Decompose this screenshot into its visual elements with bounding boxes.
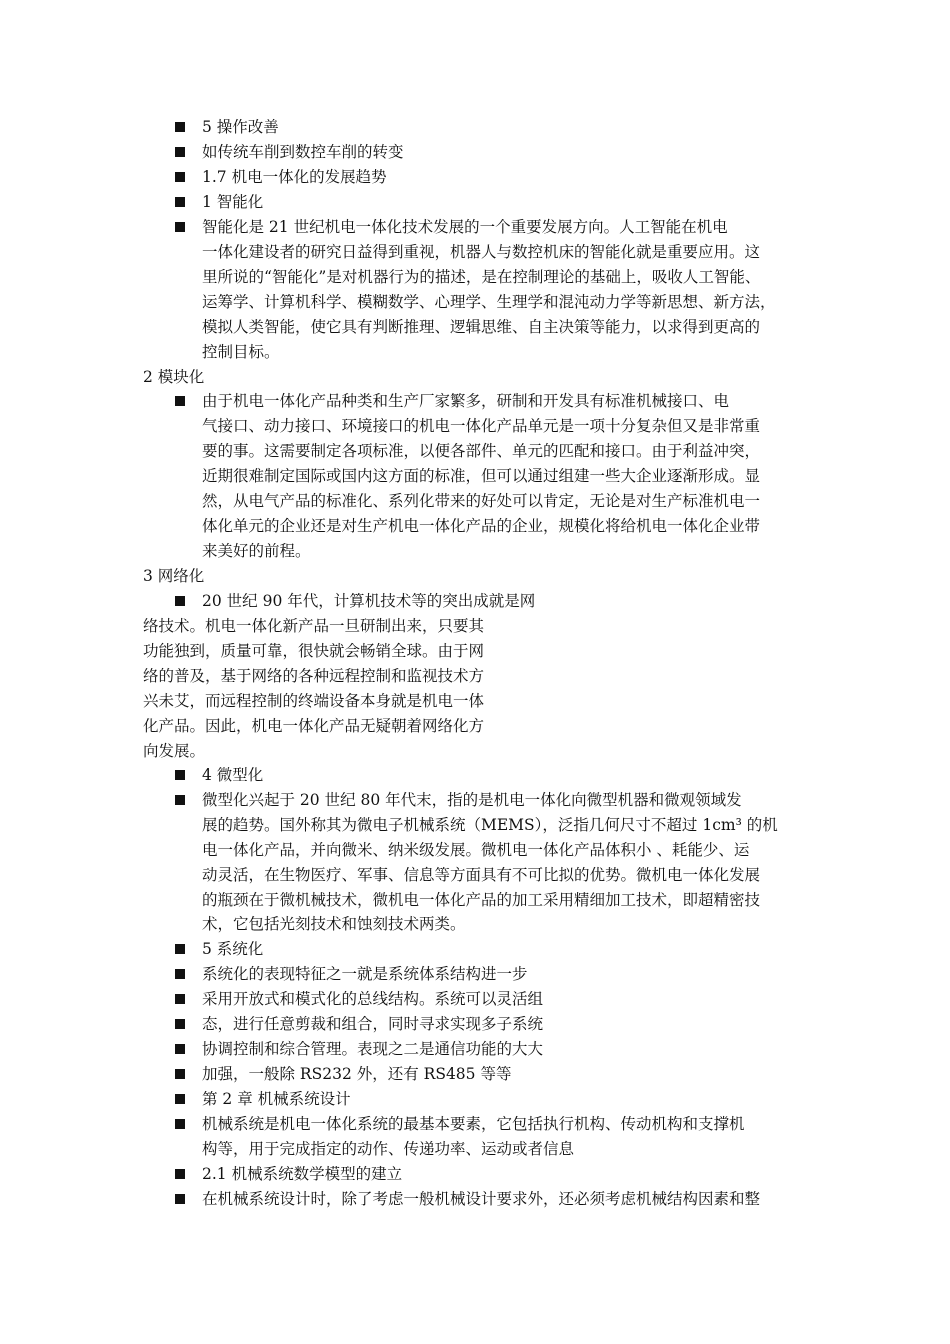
bullet-icon (175, 222, 185, 232)
text-line: 兴未艾，而远程控制的终端设备本身就是机电一体 (143, 692, 485, 710)
text-line: 态，进行任意剪裁和组合，同时寻求实现多子系统 (202, 1015, 544, 1033)
text-line: 一体化建设者的研究日益得到重视，机器人与数控机床的智能化就是重要应用。这 (202, 243, 761, 261)
text-line: 采用开放式和模式化的总线结构。系统可以灵活组 (202, 990, 544, 1008)
text-line: 展的趋势。国外称其为微电子机械系统（MEMS），泛指几何尺寸不超过 1cm³ 的机 (202, 816, 778, 834)
text-line: 控制目标。 (202, 343, 280, 361)
text-line: 向发展。 (143, 742, 206, 760)
text-line: 微型化兴起于 20 世纪 80 年代末，指的是机电一体化向微型机器和微观领域发 (202, 791, 742, 809)
bullet-icon (175, 1069, 185, 1079)
bullet-icon (175, 795, 185, 805)
text-line: 5 操作改善 (202, 118, 279, 136)
section-heading: 3 网络化 (143, 567, 205, 585)
bullet-icon (175, 944, 185, 954)
text-line: 电一体化产品，并向微米、纳米级发展。微机电一体化产品体积小 、耗能少、运 (202, 841, 750, 859)
bullet-icon (175, 1194, 185, 1204)
text-line: 模拟人类智能，使它具有判断推理、逻辑思维、自主决策等能力，以求得到更高的 (202, 318, 761, 336)
bullet-icon (175, 596, 185, 606)
text-line: 体化单元的企业还是对生产机电一体化产品的企业，规模化将给机电一体化企业带 (202, 517, 761, 535)
bullet-icon (175, 969, 185, 979)
section-heading: 2 模块化 (143, 368, 205, 386)
bullet-icon (175, 396, 185, 406)
text-line: 功能独到，质量可靠，很快就会畅销全球。由于网 (143, 642, 485, 660)
bullet-icon (175, 147, 185, 157)
bullet-icon (175, 1119, 185, 1129)
text-line: 近期很难制定国际或国内这方面的标准，但可以通过组建一些大企业逐渐形成。显 (202, 467, 761, 485)
text-line: 络的普及，基于网络的各种远程控制和监视技术方 (143, 667, 485, 685)
section-heading: 2.1 机械系统数学模型的建立 (202, 1165, 403, 1183)
bullet-icon (175, 1094, 185, 1104)
text-line: 动灵活，在生物医疗、军事、信息等方面具有不可比拟的优势。微机电一体化发展 (202, 866, 761, 884)
bullet-icon (175, 994, 185, 1004)
bullet-icon (175, 1044, 185, 1054)
text-line: 20 世纪 90 年代，计算机技术等的突出成就是网 (202, 592, 536, 610)
text-line: 在机械系统设计时，除了考虑一般机械设计要求外，还必须考虑机械结构因素和整 (202, 1190, 761, 1208)
text-line: 1 智能化 (202, 193, 264, 211)
bullet-icon (175, 770, 185, 780)
chapter-heading: 第 2 章 机械系统设计 (202, 1090, 351, 1108)
text-line: 系统化的表现特征之一就是系统体系结构进一步 (202, 965, 528, 983)
text-line: 如传统车削到数控车削的转变 (202, 143, 404, 161)
text-line: 4 微型化 (202, 766, 264, 784)
text-line: 机械系统是机电一体化系统的最基本要素，它包括执行机构、传动机构和支撑机 (202, 1115, 745, 1133)
bullet-icon (175, 197, 185, 207)
text-line: 要的事。这需要制定各项标准，以便各部件、单元的匹配和接口。由于利益冲突， (202, 442, 761, 460)
text-line: 然，从电气产品的标准化、系列化带来的好处可以肯定，无论是对生产标准机电一 (202, 492, 761, 510)
bullet-icon (175, 1169, 185, 1179)
text-line: 由于机电一体化产品种类和生产厂家繁多，研制和开发具有标准机械接口、电 (202, 392, 730, 410)
text-line: 加强，一般除 RS232 外，还有 RS485 等等 (202, 1065, 512, 1083)
text-line: 来美好的前程。 (202, 542, 311, 560)
text-line: 术，它包括光刻技术和蚀刻技术两类。 (202, 915, 466, 933)
text-line: 1.7 机电一体化的发展趋势 (202, 168, 387, 186)
text-line: 智能化是 21 世纪机电一体化技术发展的一个重要发展方向。人工智能在机电 (202, 218, 728, 236)
bullet-icon (175, 172, 185, 182)
bullet-icon (175, 1019, 185, 1029)
text-line: 5 系统化 (202, 940, 264, 958)
text-line: 运筹学、计算机科学、模糊数学、心理学、生理学和混沌动力学等新思想、新方法， (202, 293, 776, 311)
text-line: 里所说的“智能化”是对机器行为的描述，是在控制理论的基础上，吸收人工智能、 (202, 268, 761, 286)
text-line: 构等，用于完成指定的动作、传递功率、运动或者信息 (202, 1140, 575, 1158)
text-line: 协调控制和综合管理。表现之二是通信功能的大大 (202, 1040, 544, 1058)
bullet-icon (175, 122, 185, 132)
text-line: 的瓶颈在于微机械技术，微机电一体化产品的加工采用精细加工技术，即超精密技 (202, 891, 761, 909)
text-line: 气接口、动力接口、环境接口的机电一体化产品单元是一项十分复杂但又是非常重 (202, 417, 761, 435)
text-line: 络技术。机电一体化新产品一旦研制出来，只要其 (143, 617, 485, 635)
text-line: 化产品。因此，机电一体化产品无疑朝着网络化方 (143, 717, 485, 735)
